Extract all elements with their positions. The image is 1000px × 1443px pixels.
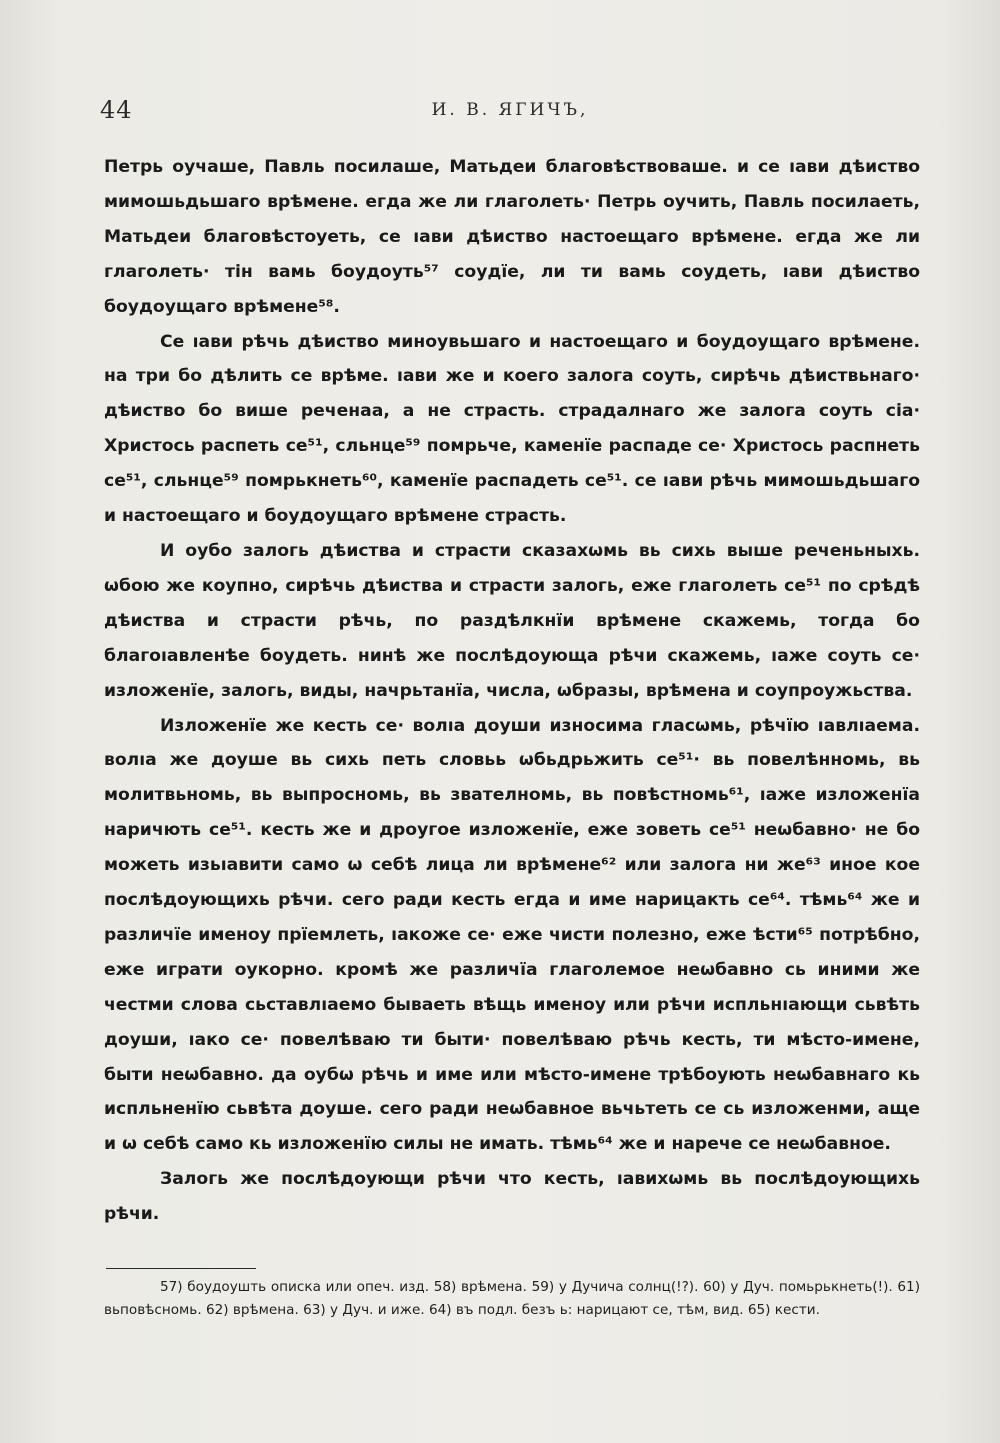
paragraph-4: Изложенїе же кесть се· волıа доуши износима гласѡмь, рѣчїю ıавлıаема. волıа же доуше вь сихь петь словьь ѡбьдрьжить се⁵¹· вь повелѣнномь, вь молитвьномь, вь выпросномь, вь звателномь, вь повѣстномь⁶¹, ıаже изложенїа наричють се⁵¹. кесть же и дроугое изложенїе, еже зоветь се⁵¹ неѡбавно· не бо можеть изьıавити само ѡ себѣ лица ли врѣмене⁶² или залога ни же⁶³ иное кое послѣдоующихь рѣчи. сего ради кесть егда и име нарицакть се⁶⁴. тѣмь⁶⁴ же и различїе именоу прїемлеть, ıакоже се· еже чисти полезно, еже ѣсти⁶⁵ потрѣбно, еже играти оукорно. кромѣ же различїа глаголемое неѡбавно сь иними же честми слова сьставлıаемо бываеть вѣщь именоу или рѣчи испльнıающи сьвѣть доуши, ıако се· повелѣваю ти быти· повелѣваю рѣчь кесть, ти мѣсто-имене, быти неѡбавно. да оубѡ рѣчь и име или мѣсто-имене трѣбоують неѡбавнаго кь испльненїю сьвѣта доуше. сего ради неѡбавное вьчьтеть се сь изложенми, аще и ѡ себѣ само кь изложенїю силы не имать. тѣмь⁶⁴ же и нарече се неѡбавное.: [104, 715, 920, 1155]
footnote-rule: [106, 1268, 256, 1269]
page-header: [100, 96, 920, 132]
running-head: И. В. ЯГИЧЪ,: [431, 100, 589, 120]
page-number: 44: [100, 96, 133, 124]
paragraph-5: Залогь же послѣдоующи рѣчи что кесть, ıавихѡмь вь послѣдоующихь рѣчи.: [104, 1169, 920, 1225]
footnote-text: 57) боудоушть описка или опеч. изд. 58) врѣмена. 59) у Дучича солнц(!?). 60) у Дуч. помьрькнеть(!). 61) вьповѣсномь. 62) врѣмена. 63) у Дуч. и иже. 64) въ подл. безъ ь: нарицают се, тѣм, вид. 65) кести.: [104, 1279, 920, 1318]
footnotes: [104, 1276, 920, 1321]
paragraph-1: Петрь оучаше, Павль посилаше, Матьдеи благовѣствоваше. и се ıави дѣиство мимошьдьшаго врѣмене. егда же ли глаголеть· Петрь оучить, Павль посилаеть, Матьдеи благовѣстоуеть, се ıави дѣиство настоещаго врѣмене. егда же ли глаголеть· тін вамь боудоуть⁵⁷ соудїе, ли ти вамь соудеть, ıави дѣиство боудоущаго врѣмене⁵⁸.: [104, 157, 920, 317]
paragraph-2: Се ıави рѣчь дѣиство миноувьшаго и настоещаго и боудоущаго врѣмене. на три бо дѣлить се врѣме. ıави же и коего залога соуть, сирѣчь дѣиствьнаго· дѣиство бо више реченаа, а не страсть. страдалнаго же залога соуть сіа· Христось распеть се⁵¹, сльнце⁵⁹ помрьче, каменїе распаде се· Христось распнеть се⁵¹, сльнце⁵⁹ помрькнеть⁶⁰, каменїе распадеть се⁵¹. се ıави рѣчь мимошьдьшаго и настоещаго и боудоущаго врѣмене страсть.: [104, 331, 920, 527]
paragraph-3: И оубо залогь дѣиства и страсти сказахѡмь вь сихь выше реченьныхь. ѡбою же коупно, сирѣчь дѣиства и страсти залогь, еже глаголеть се⁵¹ по срѣдѣ дѣиства и страсти рѣчь, по раздѣлкнїи врѣмене скажемь, тогда бо благоıавленѣе боудеть. нинѣ же послѣдоующа рѣчи скажемь, ıаже соуть се· изложенїе, залогь, виды, начрьтанїа, числа, ѡбразы, врѣмена и соупроужьства.: [104, 540, 920, 701]
main-text: [104, 150, 920, 1232]
